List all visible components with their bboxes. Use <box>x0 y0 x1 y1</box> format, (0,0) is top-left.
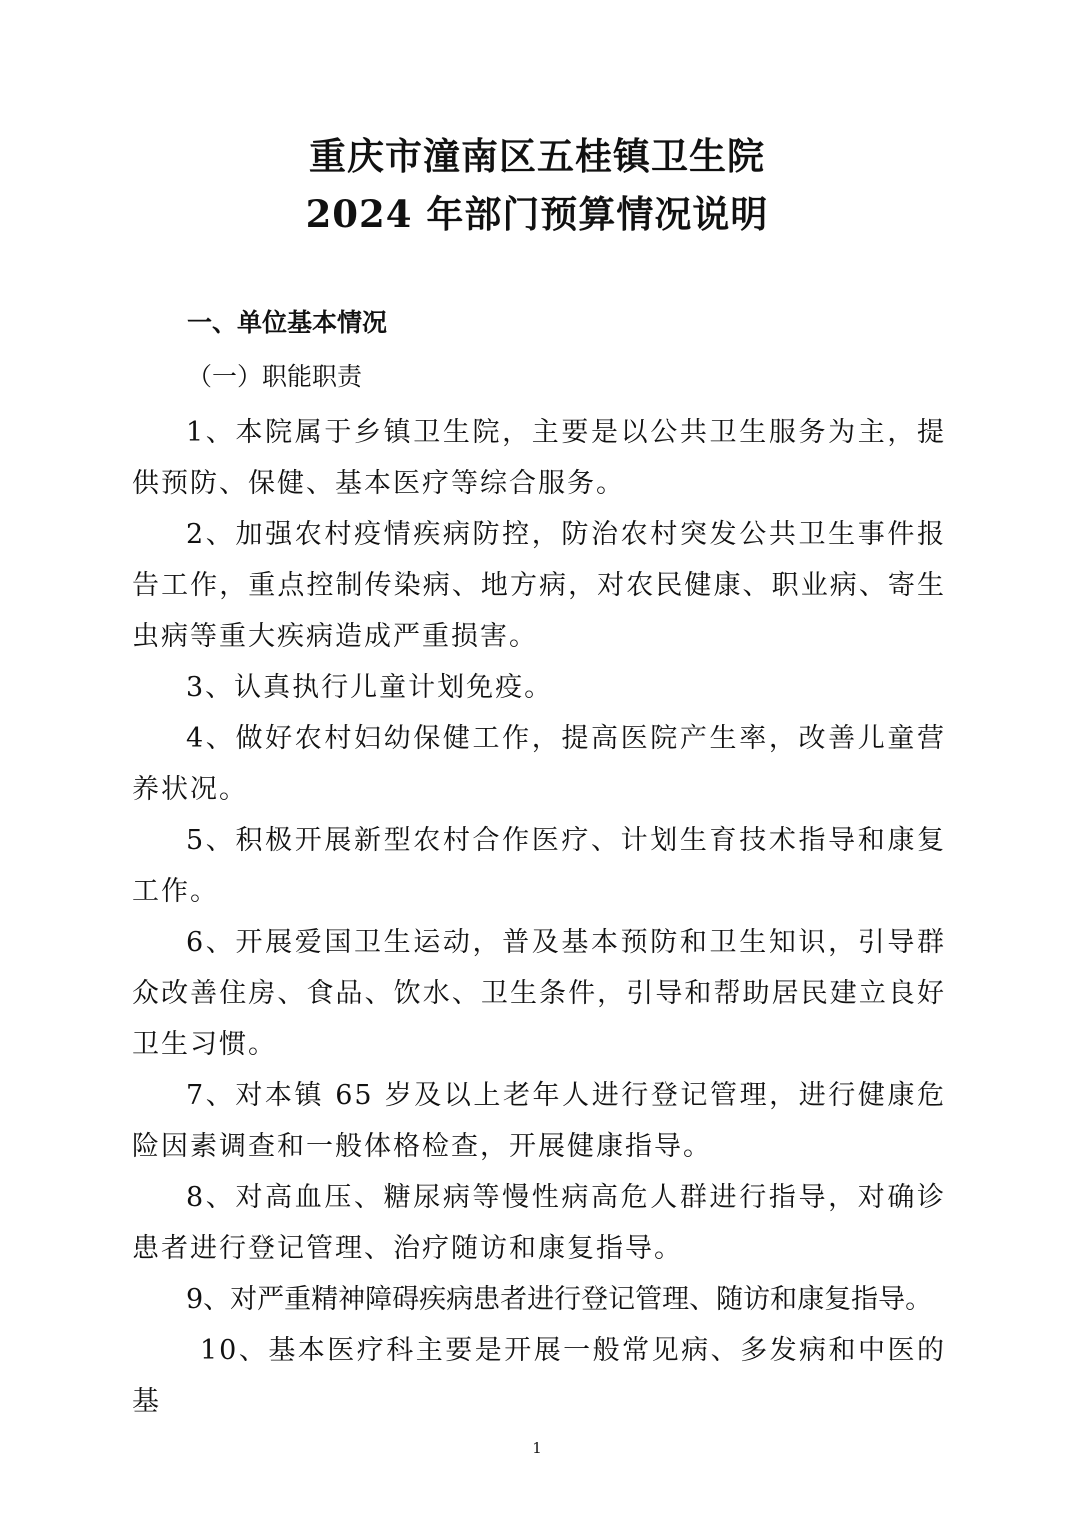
paragraph-1: 1、本院属于乡镇卫生院，主要是以公共卫生服务为主，提供预防、保健、基本医疗等综合服务。 <box>132 417 946 499</box>
section-heading: 一、单位基本情况 <box>187 308 388 337</box>
paragraph-4: 4、做好农村妇幼保健工作，提高医院产生率，改善儿童营养状况。 <box>132 723 946 805</box>
paragraph-2: 2、加强农村疫情疾病防控，防治农村突发公共卫生事件报告工作，重点控制传染病、地方病，对农民健康、职业病、寄生虫病等重大疾病造成严重损害。 <box>132 519 946 652</box>
document-title-line-2: 2024 年部门预算情况说明 <box>305 192 769 236</box>
paragraph-9: 9、对严重精神障碍疾病患者进行登记管理、随访和康复指导。 <box>186 1284 933 1315</box>
paragraph-7: 7、对本镇 65 岁及以上老年人进行登记管理，进行健康危险因素调查和一般体格检查，开展健康指导。 <box>132 1080 946 1162</box>
paragraph-6: 6、开展爱国卫生运动，普及基本预防和卫生知识，引导群众改善住房、食品、饮水、卫生条件，引导和帮助居民建立良好卫生习惯。 <box>132 927 946 1060</box>
paragraph-10: 10、基本医疗科主要是开展一般常见病、多发病和中医的基 <box>132 1335 946 1417</box>
paragraph-5: 5、积极开展新型农村合作医疗、计划生育技术指导和康复工作。 <box>132 825 946 907</box>
paragraph-3: 3、认真执行儿童计划免疫。 <box>186 672 554 703</box>
section-subheading: （一）职能职责 <box>187 362 363 391</box>
page-number: 1 <box>532 1439 542 1457</box>
paragraph-8: 8、对高血压、糖尿病等慢性病高危人群进行指导，对确诊患者进行登记管理、治疗随访和康复指导。 <box>132 1182 946 1264</box>
document-title-line-1: 重庆市潼南区五桂镇卫生院 <box>309 134 765 178</box>
